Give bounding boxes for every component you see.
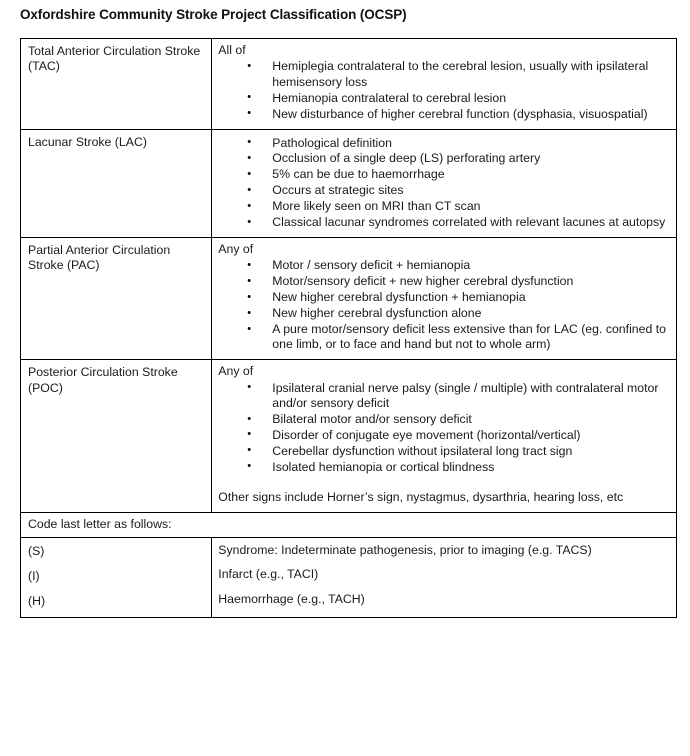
detail-cell-lac	[212, 129, 677, 237]
bullet-list-tac	[218, 59, 670, 122]
list-item: • Disorder of conjugate eye movement (horizontal/vertical)	[218, 428, 670, 443]
list-item: • Hemiplegia contralateral to the cerebral lesion, usually with ipsilateral hemisensory loss	[218, 59, 670, 90]
category-cell-tac	[21, 39, 212, 130]
lead-in-tac: All of	[218, 43, 246, 57]
detail-cell-pac	[212, 237, 677, 359]
code-description-s: Syndrome: Indeterminate pathogenesis, prior to imaging (e.g. TACS)	[218, 542, 592, 557]
detail-cell-poc	[212, 360, 677, 512]
detail-cell-tac	[212, 39, 677, 130]
category-label-tac: Total Anterior Circulation Stroke (TAC)	[28, 44, 201, 74]
code-description-h: Haemorrhage (e.g., TACH)	[218, 591, 365, 606]
list-item: • Ipsilateral cranial nerve palsy (single / multiple) with contralateral motor and/or sensory deficit	[218, 381, 670, 412]
list-item: • Bilateral motor and/or sensory deficit	[218, 412, 670, 427]
code-description-i: Infarct (e.g., TACI)	[218, 567, 319, 582]
list-item: • Motor / sensory deficit + hemianopia	[218, 258, 670, 273]
category-label-pac: Partial Anterior Circulation Stroke (PAC)	[28, 242, 171, 273]
list-item: • New higher cerebral dysfunction alone	[218, 306, 670, 321]
list-item: • Isolated hemianopia or cortical blindness	[218, 460, 670, 475]
list-item: • New higher cerebral dysfunction + hemianopia	[218, 290, 670, 305]
table-row-code-header	[21, 512, 677, 537]
category-cell-pac	[21, 237, 212, 359]
list-item: • Occlusion of a single deep (LS) perforating artery	[218, 151, 670, 166]
code-letters-cell	[21, 537, 212, 617]
category-label-lac: Lacunar Stroke (LAC)	[28, 134, 147, 149]
list-item: • Hemianopia contralateral to cerebral lesion	[218, 91, 670, 106]
poc-other-signs-note: Other signs include Horner’s sign, nystagmus, dysarthria, hearing loss, etc	[218, 490, 624, 505]
code-letter-i: (I)	[28, 568, 40, 583]
list-item: • New disturbance of higher cerebral function (dysphasia, visuospatial)	[218, 107, 670, 122]
lead-in-poc: Any of	[218, 364, 254, 379]
list-item: • A pure motor/sensory deficit less extensive than for LAC (eg. confined to one limb, or to face and hand but not to whole arm)	[218, 322, 670, 353]
list-item: • 5% can be due to haemorrhage	[218, 167, 670, 182]
bullet-list-poc	[218, 381, 670, 475]
bullet-list-lac	[218, 136, 670, 231]
list-item: • Pathological definition	[218, 136, 670, 151]
code-header-label: Code last letter as follows:	[28, 516, 172, 531]
list-item: • Cerebellar dysfunction without ipsilateral long tract sign	[218, 444, 670, 459]
bullet-list-pac	[218, 258, 670, 352]
code-header-cell	[21, 512, 677, 537]
lead-in-pac: Any of	[218, 241, 254, 256]
category-label-poc: Posterior Circulation Stroke (POC)	[28, 365, 178, 395]
table-row-poc	[21, 360, 677, 512]
code-letter-h: (H)	[28, 593, 46, 608]
page-title: Oxfordshire Community Stroke Project Classification (OCSP)	[20, 7, 407, 22]
category-cell-poc	[21, 360, 212, 512]
list-item: • Motor/sensory deficit + new higher cerebral dysfunction	[218, 274, 670, 289]
list-item: • Occurs at strategic sites	[218, 183, 670, 198]
list-item: • More likely seen on MRI than CT scan	[218, 199, 670, 214]
code-descriptions-cell	[212, 537, 677, 617]
table-row-tac	[21, 39, 677, 130]
ocsp-classification-table	[20, 38, 677, 618]
category-cell-lac	[21, 129, 212, 237]
code-letter-s: (S)	[28, 543, 45, 558]
table-row-code-values	[21, 537, 677, 617]
table-row-pac	[21, 237, 677, 359]
list-item: • Classical lacunar syndromes correlated with relevant lacunes at autopsy	[218, 215, 670, 230]
table-row-lac	[21, 129, 677, 237]
